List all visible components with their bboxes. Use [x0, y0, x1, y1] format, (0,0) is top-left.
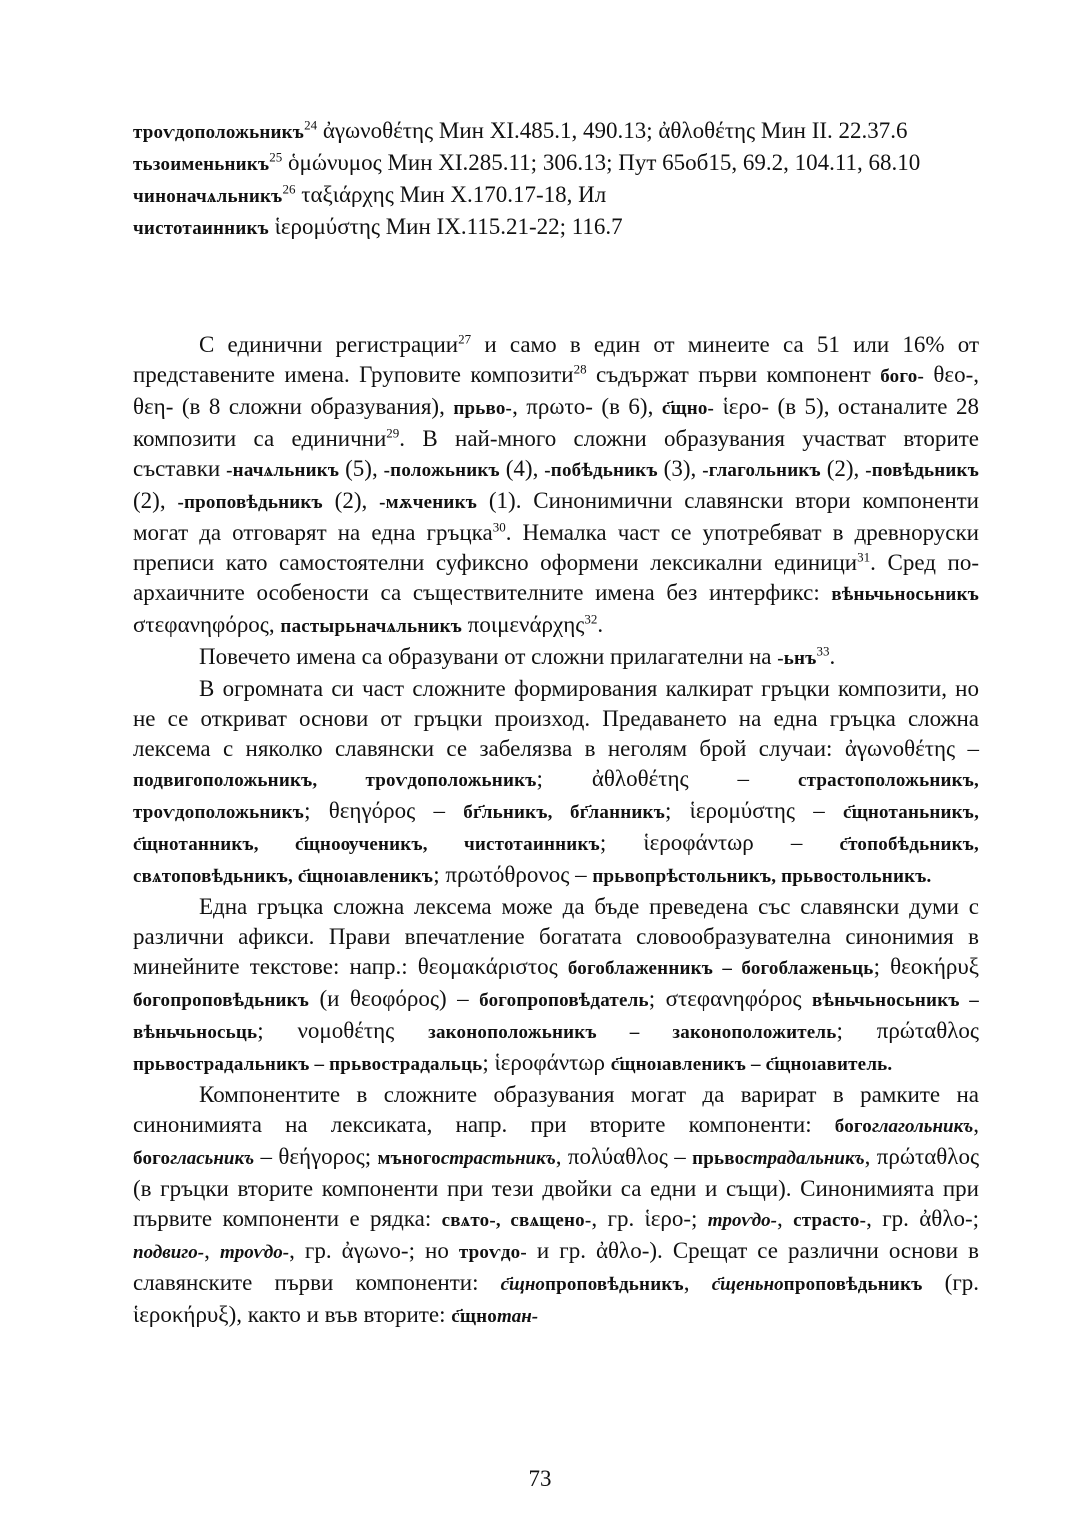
slavonic-word: прьво: [692, 1148, 745, 1169]
text: ; но: [408, 1238, 459, 1263]
paragraph-2: [133, 642, 979, 674]
slavonic-word-italic: подвиго-: [133, 1242, 205, 1263]
entry-list: [133, 116, 979, 244]
greek-word: ταξιάρχης: [301, 182, 394, 207]
text: –: [753, 830, 840, 855]
text: (2),: [322, 488, 380, 513]
text: .: [597, 612, 604, 637]
text: и гр.: [526, 1238, 596, 1263]
text: ,: [268, 612, 281, 637]
footnote-ref: 25: [269, 149, 283, 165]
text: –: [794, 798, 844, 823]
slavonic-word: -начѧльникъ: [226, 460, 340, 481]
text: ;: [836, 1018, 877, 1043]
text: [394, 1018, 428, 1043]
body-text: [133, 330, 979, 1332]
footnote-ref: 26: [282, 181, 296, 197]
greek-word: ἀθλο-: [919, 1206, 973, 1231]
slavonic-word: страсто-: [793, 1210, 867, 1231]
text: (2),: [133, 488, 178, 513]
slavonic-word: -мѫченикъ: [379, 492, 478, 513]
slavonic-word: -побѣдьникъ: [544, 460, 658, 481]
text: (1). Синонимични славянски втори компоненти могат да отговарят на една гръцка: [133, 488, 979, 545]
text: –: [688, 766, 798, 791]
slavonic-word-italic: гласьникъ: [170, 1148, 255, 1169]
greek-word: ἱεροκήρυξ: [133, 1302, 229, 1327]
text: ), както и във вторите:: [228, 1302, 452, 1327]
footnote-ref: 24: [304, 117, 318, 133]
greek-word: θεηγόρος: [328, 798, 416, 823]
footnote-ref: 27: [458, 331, 472, 347]
text: В огромната си част сложните формирования калкират гръцки композити, но не се откриват основи от гръцки произход. Предаването на една гръцка сложна лексема с няколко славянски се забелязва в неголям брой случаи:: [133, 676, 979, 761]
greek-word: θεοφόρος: [349, 986, 440, 1011]
greek-word: θεο-, θεη-: [133, 362, 979, 419]
slavonic-word-italic: троѵдо-: [219, 1242, 290, 1263]
text: ;: [873, 954, 891, 979]
entry: [133, 148, 979, 180]
entry: [133, 116, 979, 148]
slavonic-word: проповѣдьникъ: [783, 1274, 923, 1295]
slavonic-word: с҃щноıавленикъ – с҃щноıавитель.: [610, 1054, 893, 1075]
slavonic-word-italic: с҃щно: [500, 1274, 545, 1295]
text: Повечето имена са образувани от сложни прилагателни на: [199, 644, 778, 669]
text: ;: [482, 1050, 495, 1075]
greek-word: ὁμώνυμος: [288, 150, 382, 175]
references: Мин II. 22.37.6: [755, 118, 908, 143]
slavonic-word: бг҃льникъ, бг҃ланникъ: [463, 802, 665, 823]
entry: [133, 180, 979, 212]
text: ;: [364, 1144, 378, 1169]
text: ;: [599, 830, 644, 855]
references: Мин XI.285.11; 306.13; Пут 65об15, 69.2, 104.11, 68.10: [381, 150, 921, 175]
text: , гр.: [591, 1206, 645, 1231]
slavonic-word: богоблаженникъ – богоблаженьць: [567, 958, 874, 979]
greek-word: θεομακάριστος: [417, 954, 558, 979]
slavonic-word: богопроповѣдьникъ: [133, 990, 310, 1011]
greek-word: ποιμενάρχης: [462, 612, 585, 637]
slavonic-word: -проповѣдьникъ: [177, 492, 323, 513]
footnote-ref: 31: [857, 549, 871, 565]
references: Мин XI.485.1, 490.13;: [433, 118, 659, 143]
text: С единични регистрации: [199, 332, 459, 357]
paragraph-1: [133, 330, 979, 642]
text: ;: [536, 766, 592, 791]
greek-word: ἱερο-: [714, 394, 770, 419]
slavonic-word: богопроповѣдатель: [479, 990, 649, 1011]
text: (в гръцки вторите компоненти при тези двойки са едни и същи). Синонимията при първите компоненти е рядка:: [133, 1176, 979, 1231]
slavonic-word-italic: страдальникъ: [744, 1148, 865, 1169]
text: [558, 954, 568, 979]
slavonic-word: бого: [834, 1116, 872, 1137]
references: Мин IX.115.21-22; 116.7: [379, 214, 623, 239]
slavonic-word: чистотаинникъ: [133, 218, 269, 239]
greek-word: ἀθλοθέτης: [658, 118, 756, 143]
text: , гр.: [866, 1206, 920, 1231]
slavonic-word: троѵдоположьникъ: [133, 122, 305, 143]
text: (гр.: [922, 1270, 980, 1295]
text: ,: [864, 1144, 877, 1169]
greek-word: ἱερομύστης: [274, 214, 380, 239]
text: (3),: [657, 456, 703, 481]
slavonic-word: -ьнъ: [777, 648, 817, 669]
footnote-ref: 32: [584, 611, 598, 627]
greek-word: ἀθλοθέτης: [591, 766, 689, 791]
slavonic-word: -повѣдьникъ: [865, 460, 979, 481]
slavonic-word: бого: [133, 1148, 171, 1169]
slavonic-word: страстоположьникъ, троѵдоположьникъ: [133, 770, 980, 823]
slavonic-word: с҃топобѣдьникъ, свѧтоповѣдьникъ, с҃щноıавленикъ: [133, 834, 979, 887]
greek-word: ἱεροφάντωρ: [494, 1050, 605, 1075]
slavonic-word-italic: тан-: [496, 1306, 539, 1327]
text: и само в един от минеите са 51 или 16% от представените имена. Груповите композити: [133, 332, 980, 387]
slavonic-word: прьво-: [453, 398, 513, 419]
text: ;: [257, 1018, 298, 1043]
text: (2),: [820, 456, 866, 481]
greek-word: θεοκήρυξ: [890, 954, 980, 979]
text: (в 5), останалите 28 композити са единични: [133, 394, 979, 451]
slavonic-word: -положьникъ: [383, 460, 500, 481]
greek-word: θεήγορος: [278, 1144, 365, 1169]
greek-word: νομοθέτης: [297, 1018, 395, 1043]
text: ;: [691, 1206, 708, 1231]
text: .: [829, 644, 836, 669]
paragraph-4: [133, 892, 979, 1080]
text: съдържат първи компонент: [586, 362, 881, 387]
text: ,: [973, 1112, 979, 1137]
slavonic-word: законоположьникъ – законоположитель: [428, 1022, 837, 1043]
slavonic-word: проповѣдьникъ: [544, 1274, 684, 1295]
text: Компонентите в сложните образувания могат да варират в рамките на синонимията на лексиката, напр. при вторите компоненти:: [133, 1082, 979, 1137]
text: ,: [555, 1144, 568, 1169]
text: ). Срещат се различни основи в славянските първи компоненти:: [133, 1238, 980, 1295]
greek-word: , πρωτο-: [512, 394, 593, 419]
paragraph-3: [133, 674, 979, 892]
greek-word: στεφανηφόρος: [665, 986, 802, 1011]
footnote-ref: 29: [386, 425, 400, 441]
greek-word: πρώταθλος: [876, 1144, 980, 1169]
text: –: [569, 862, 593, 887]
slavonic-word-italic: страстьникъ: [440, 1148, 556, 1169]
slavonic-word: прьвопрѣстольникъ, прьвостольникъ.: [592, 866, 932, 887]
slavonic-word: бого-: [880, 366, 924, 387]
slavonic-word: подвигоположьникъ, троѵдоположьникъ: [133, 770, 537, 791]
slavonic-word: с҃щно-: [661, 398, 715, 419]
footnote-ref: 30: [492, 519, 506, 535]
slavonic-word: с҃щнотаньникъ, с҃щнотанникъ, с҃щноѹченикъ, чистотаинникъ: [133, 802, 980, 855]
slavonic-word: с҃щно: [451, 1306, 497, 1327]
text: –: [667, 1144, 693, 1169]
text: . В най-много сложни образувания участват вторите съставки: [133, 426, 979, 481]
slavonic-word: вѣньчьносьникъ: [831, 584, 979, 605]
greek-word: πρώταθλος: [876, 1018, 980, 1043]
slavonic-word: пастырьначѧльникъ: [280, 616, 463, 637]
text: ;: [433, 862, 446, 887]
slavonic-word-italic: троѵдо-: [707, 1210, 777, 1231]
text: –: [415, 798, 464, 823]
text: ;: [304, 798, 329, 823]
footnote-ref: 33: [816, 643, 830, 659]
text: –: [254, 1144, 279, 1169]
text: ;: [664, 798, 690, 823]
text: ,: [776, 1206, 794, 1231]
paragraph-5: [133, 1080, 979, 1332]
greek-word: πρωτόθρονος: [445, 862, 570, 887]
greek-word: ἱεροφάντωρ: [643, 830, 754, 855]
text: ;: [648, 986, 666, 1011]
text: (в 8 сложни образувания),: [173, 394, 454, 419]
text: (и: [309, 986, 350, 1011]
slavonic-word: тьзоименьникъ: [133, 154, 270, 175]
slavonic-word: троѵдо-: [458, 1242, 527, 1263]
text: ;: [972, 1206, 980, 1231]
page-number: 73: [528, 1466, 552, 1491]
references: Мин X.170.17-18, Ил: [393, 182, 607, 207]
greek-word: ἀθλο-: [595, 1238, 650, 1263]
slavonic-word: чиноначѧльникъ: [133, 186, 283, 207]
footnote-ref: 28: [573, 361, 587, 377]
slavonic-word: -глагольникъ: [702, 460, 821, 481]
text: (в 6),: [592, 394, 662, 419]
text: ,: [204, 1238, 220, 1263]
greek-word: πολύαθλος: [567, 1144, 668, 1169]
text: (4),: [499, 456, 545, 481]
greek-word: ἀγωνοθέτης: [322, 118, 434, 143]
greek-word: στεφανηφόρος: [133, 612, 269, 637]
slavonic-word: свѧто-, свѧщено-: [441, 1210, 592, 1231]
text: . Немалка част се употребяват в древноруски преписи като самостоятелни суфиксно оформени лексикални единици: [133, 520, 979, 575]
greek-word: ἱερο-: [644, 1206, 692, 1231]
slavonic-word-italic: с҃щеньно: [711, 1274, 784, 1295]
greek-word: ἱερομύστης: [689, 798, 795, 823]
slavonic-word: прьвострадальникъ – прьвострадальць: [133, 1054, 483, 1075]
slavonic-word-italic: глагольникъ: [872, 1116, 974, 1137]
text: , гр.: [289, 1238, 342, 1263]
text: Една гръцка сложна лексема може да бъде преведена със славянски думи с различни афикси. Прави впечатление богатата словообразувателна синонимия в минейните текстове: напр.:: [133, 894, 979, 979]
text: ) –: [439, 986, 480, 1011]
greek-word: ἀγωνο-: [341, 1238, 409, 1263]
entry: [133, 212, 979, 244]
text: . Сред по-архаичните особености са съществителните имена без интерфикс:: [133, 550, 979, 605]
text: [802, 986, 812, 1011]
text: (5),: [339, 456, 384, 481]
text: ,: [683, 1270, 712, 1295]
slavonic-word: мъного: [377, 1148, 441, 1169]
greek-word: ἀγωνοθέτης: [844, 736, 956, 761]
text: –: [955, 736, 979, 761]
slavonic-word: вѣньчьносьникъ – вѣньчьносьць: [133, 990, 979, 1043]
